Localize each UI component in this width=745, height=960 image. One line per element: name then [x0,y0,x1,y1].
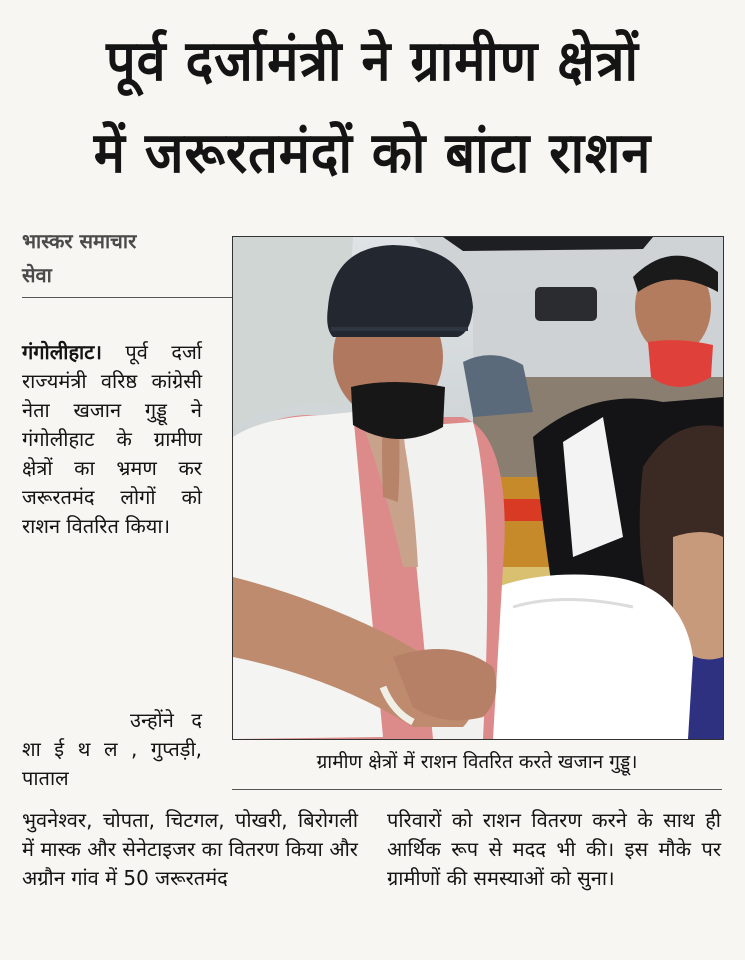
byline-agency: भास्कर समाचार [22,229,137,253]
headline-line-1: पूर्व दर्जामंत्री ने ग्रामीण क्षेत्रों [106,29,639,94]
caption-divider [232,789,722,790]
article-column-2: भुवनेश्वर, चोपता, चिटगल, पोखरी, बिरोगली में मास्क और सेनेटाइजर का वितरण किया और अग्रौन गांव में 50 जरूरतमंद [22,808,358,890]
byline-service: सेवा [22,263,52,287]
dateline: गंगोलीहाट। [22,340,102,364]
article-column-3: परिवारों को राशन वितरण करने के साथ ही आर्थिक रूप से मदद भी की। इस मौके पर ग्रामीणों की समस्याओं को सुना। [387,808,721,890]
headline-line-2: में जरूरतमंदों को बांटा राशन [93,121,652,186]
article-text-1: पूर्व दर्जा राज्यमंत्री वरिष्ठ कांग्रेसी नेता खजान गुड्डू ने गंगोलीहाट के ग्रामीण क्षेत्रों का भ्रमण कर जरूरतमंद लोगों को राशन वितरित किया। [22,340,202,538]
byline-divider [22,297,234,298]
article-column-1 [22,338,202,541]
news-photo [232,236,724,740]
article-paragraph-2: उन्होंने द शा ई थ ल , गुप्तड़ी, पाताल [22,708,202,790]
byline [22,224,222,292]
photo-illustration [233,237,723,739]
photo-caption: ग्रामीण क्षेत्रों में राशन वितरित करते खजान गुड्डू। [316,751,638,773]
